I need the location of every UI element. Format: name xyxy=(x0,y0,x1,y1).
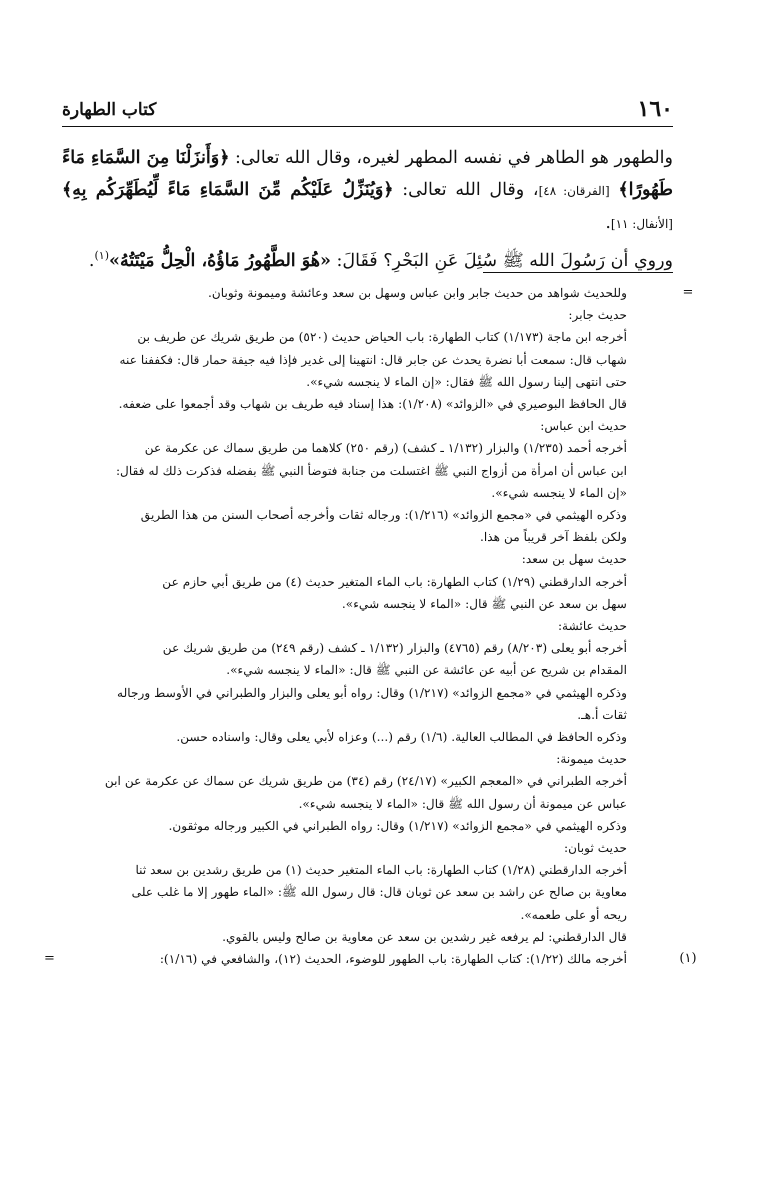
footnote-line xyxy=(62,859,673,881)
footnote-line xyxy=(62,615,673,637)
footnote-text: ريحه أو على طعمه». xyxy=(520,907,627,922)
footnote-text: قال الدارقطني: لم يرفعه غير رشدين بن سعد عن معاوية بن صالح وليس بالقوي. xyxy=(222,929,627,944)
page-header xyxy=(62,92,673,127)
footnote-text: حديث جابر: xyxy=(568,308,627,323)
footnote-text: وذكره الهيثمي في «مجمع الزوائد» (١/٢١٦): ورجاله ثقات وأخرجه أصحاب السنن من هذا الطريق xyxy=(140,508,627,523)
footnote-text: حتى انتهى إلينا رسول الله ﷺ فقال: «إن الماء لا ينجسه شيء». xyxy=(306,374,627,389)
footnote-line xyxy=(62,793,673,815)
footnote-text: وذكره الهيثمي في «مجمع الزوائد» (١/٢١٧) وقال: رواه الطبراني في الكبير ورجاله موثقون. xyxy=(168,818,627,833)
footnote-line xyxy=(62,571,673,593)
footnote-line xyxy=(62,548,673,570)
footnote-text: ثقات أ.هـ. xyxy=(577,707,627,722)
footnotes xyxy=(44,282,697,970)
footnote-continuation-marker: = xyxy=(682,285,694,300)
footnote-1 xyxy=(44,948,697,970)
footnote-reference: (١) xyxy=(94,249,110,262)
footnote-line xyxy=(62,437,673,459)
footnote-text: أخرجه أحمد (١/٢٣٥) والبزار (١/١٣٢ ـ كشف) (رقم ٢٥٠) كلاهما من طريق سماك عن عكرمة عن xyxy=(144,441,627,456)
footnote-text: أخرجه مالك (١/٢٢): كتاب الطهارة: باب الطهور للوضوء، الحديث (١٢)، والشافعي في (١/١٦): xyxy=(159,952,627,967)
footnote-line xyxy=(62,904,673,926)
footnote-line xyxy=(62,415,673,437)
footnote-line xyxy=(62,837,673,859)
footnote-line xyxy=(62,704,673,726)
main-text xyxy=(62,142,673,277)
footnote-text: وذكره الحافظ في المطالب العالية. (١/٦) رقم (...) وعزاه لأبي يعلى وقال: واسناده حسن. xyxy=(176,730,627,745)
footnote-line xyxy=(62,282,694,304)
verse-reference-2: [الأنفال: ١١] xyxy=(610,217,673,231)
hadith-quote: «هُوَ الطَّهُورُ مَاؤُهُ، الْحِلُّ مَيْتَتُهُ» xyxy=(109,250,331,271)
footnote-line xyxy=(62,726,673,748)
footnote-text: المقدام بن شريح عن أبيه عن عائشة عن النبي ﷺ قال: «الماء لا ينجسه شيء». xyxy=(226,663,627,678)
footnote-line xyxy=(62,504,673,526)
footnote-line xyxy=(62,304,673,326)
footnote-line xyxy=(62,349,673,371)
footnote-text: حديث عائشة: xyxy=(557,619,627,634)
main-text-span: . xyxy=(88,250,95,271)
footnote-text: أخرجه الدارقطني (١/٢٨) كتاب الطهارة: باب الماء المتغير حديث (١) من طريق رشدين بن سعد ثنا xyxy=(135,863,627,878)
footnote-text: سهل بن سعد عن النبي ﷺ قال: «الماء لا ينجسه شيء». xyxy=(341,596,627,611)
footnote-text: حديث ابن عباس: xyxy=(540,419,627,434)
footnote-text: حديث سهل بن سعد: xyxy=(521,552,627,567)
footnote-text: قال الحافظ البوصيري في «الزوائد» (١/٢٠٨): هذا إسناد فيه طريف بن شهاب وقد أجمعوا على ضعفه. xyxy=(118,397,627,412)
footnote-line xyxy=(62,926,673,948)
main-text-span: والطهور هو الطاهر في نفسه المطهر لغيره، وقال الله تعالى: xyxy=(229,148,673,168)
footnote-line xyxy=(62,748,673,770)
footnote-text: معاوية بن صالح عن راشد بن سعد عن ثوبان قال: قال رسول الله ﷺ: «الماء طهور إلا ما غلب على xyxy=(131,885,627,900)
footnote-line xyxy=(62,682,673,704)
running-title: كتاب الطهارة xyxy=(62,100,157,120)
footnote-number: (١) xyxy=(679,951,697,967)
footnote-line xyxy=(62,371,673,393)
footnote-line xyxy=(62,593,673,615)
main-paragraph-1 xyxy=(62,142,673,240)
footnote-separator xyxy=(483,272,673,273)
footnote-text: أخرجه الدارقطني (١/٢٩) كتاب الطهارة: باب الماء المتغير حديث (٤) من طريق أبي حازم عن xyxy=(162,574,627,589)
footnote-text: شهاب قال: سمعت أبا نضرة يحدث عن جابر قال: انتهينا إلى غدير فإذا فيه جيفة حمار قال: فكففنا عنه xyxy=(119,352,627,367)
footnote-line xyxy=(62,460,673,482)
footnote-line xyxy=(62,637,673,659)
footnote-line xyxy=(62,815,673,837)
quran-verse-2: ﴿وَيُنَزِّلُ عَلَيْكُم مِّنَ السَّمَاءِ مَاءً لِّيُطَهِّرَكُم بِهِ﴾ xyxy=(62,180,394,200)
main-text-span: . xyxy=(605,213,611,233)
footnote-text: ابن عباس أن امرأة من أزواج النبي ﷺ اغتسلت من جنابة فتوضأ النبي ﷺ بفضله فذكرت ذلك له فقال: xyxy=(115,463,627,478)
footnote-text: حديث ثوبان: xyxy=(563,841,627,856)
footnote-text: أخرجه أبو يعلى (٨/٢٠٣) رقم (٤٧٦٥) والبزار (١/١٣٢ ـ كشف (رقم ٢٤٩) من طريق شريك عن xyxy=(162,641,627,656)
verse-reference-1: [الفرقان: ٤٨] xyxy=(538,184,610,198)
main-text-span: وروي أن رَسُولَ الله ﷺ سُئِلَ عَنِ البَحْرِ؟ فَقَالَ: xyxy=(330,250,673,271)
footnote-text: ولكن بلفظ آخر قريباً من هذا. xyxy=(479,530,627,545)
footnote-text: عباس عن ميمونة أن رسول الله ﷺ قال: «الماء لا ينجسه شيء». xyxy=(298,796,627,811)
footnote-text: وللحديث شواهد من حديث جابر وابن عباس وسهل بن سعد وعائشة وميمونة وثوبان. xyxy=(207,286,627,300)
footnote-text: أخرجه ابن ماجة (١/١٧٣) كتاب الطهارة: باب الحياض حديث (٥٢٠) من طريق شريك عن طريف بن xyxy=(137,330,627,345)
footnote-continues-marker: = xyxy=(44,951,55,967)
quran-verse-1: ﴿وَأَنزَلْنَا مِنَ السَّمَاءِ مَاءً طَهُورًا﴾ xyxy=(62,148,673,200)
footnote-line xyxy=(62,482,673,504)
footnote-line xyxy=(62,393,673,415)
footnote-text: وذكره الهيثمي في «مجمع الزوائد» (١/٢١٧) وقال: رواه أبو يعلى والبزار والطبراني في الأوسط ورجاله xyxy=(117,685,627,700)
footnote-line xyxy=(62,770,673,792)
footnote-text: حديث ميمونة: xyxy=(556,752,627,767)
footnote-text: «إن الماء لا ينجسه شيء». xyxy=(491,485,627,500)
footnote-line xyxy=(62,526,673,548)
page-number: ١٦٠ xyxy=(637,96,673,122)
footnote-line xyxy=(62,659,673,681)
footnote-line xyxy=(62,326,673,348)
main-text-span: ، وقال الله تعالى: xyxy=(393,180,539,200)
footnote-text: أخرجه الطبراني في «المعجم الكبير» (٢٤/١٧) رقم (٣٤) من طريق شريك عن سماك عن عكرمة عن ابن xyxy=(104,774,627,789)
footnote-line xyxy=(62,881,673,903)
